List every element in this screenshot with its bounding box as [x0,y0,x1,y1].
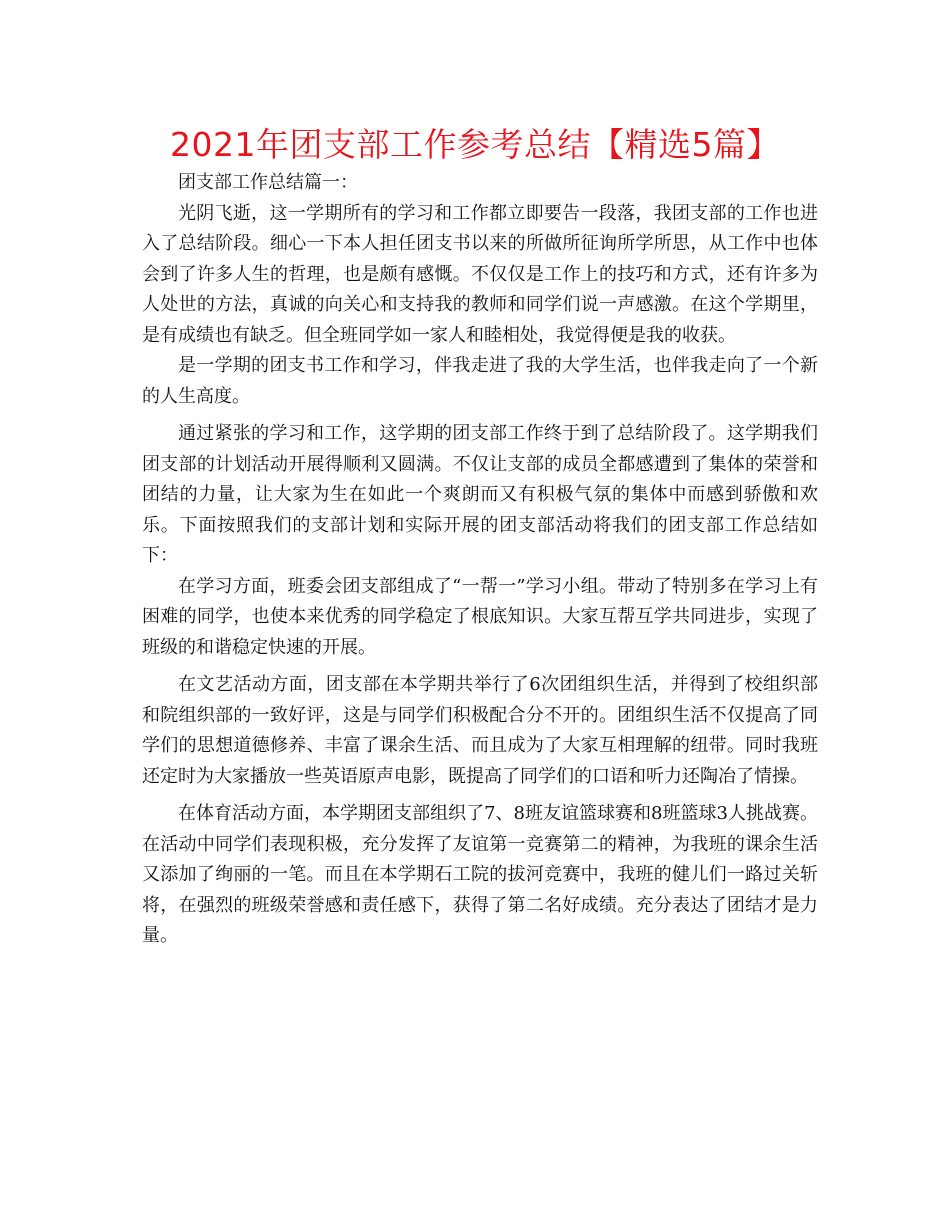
document-title: 2021年团支部工作参考总结【精选5篇】 [170,125,780,164]
paragraph-6: 在体育活动方面，本学期团支部组织了7、8班友谊篮球赛和8班篮球3人挑战赛。在活动中同学们表现积极，充分发挥了友谊第一竞赛第二的精神，为我班的课余生活又添加了绚丽的一笔。而且在本学期石工院的拔河竞赛中，我班的健儿们一路过关斩将，在强烈的班级荣誉感和责任感下，获得了第二名好成绩。充分表达了团结才是力量。 [142,803,818,946]
paragraph-3: 通过紧张的学习和工作，这学期的团支部工作终于到了总结阶段了。这学期我们团支部的计划活动开展得顺利又圆满。不仅让支部的成员全都感遭到了集体的荣誉和团结的力量，让大家为生在如此一个爽朗而又有积极气氛的集体中而感到骄傲和欢乐。下面按照我们的支部计划和实际开展的团支部活动将我们的团支部工作总结如下： [142,423,818,566]
paragraph-4: 在学习方面，班委会团支部组成了“一帮一”学习小组。带动了特别多在学习上有困难的同学，也使本来优秀的同学稳定了根底知识。大家互帮互学共同进步，实现了班级的和谐稳定快速的开展。 [142,575,818,658]
paragraph-1: 光阴飞逝，这一学期所有的学习和工作都立即要告一段落，我团支部的工作也进入了总结阶段。细心一下本人担任团支书以来的所做所征询所学所思，从工作中也体会到了许多人生的哲理，也是颇有感慨。不仅仅是工作上的技巧和方式，还有许多为人处世的方法，真诚的向关心和支持我的教师和同学们说一声感激。在这个学期里，是有成绩也有缺乏。但全班同学如一家人和睦相处，我觉得便是我的收获。 [142,202,818,346]
document-body [142,168,818,959]
section-heading: 团支部工作总结篇一： [178,172,358,193]
paragraph-2: 是一学期的团支书工作和学习，伴我走进了我的大学生活，也伴我走向了一个新的人生高度。 [142,355,818,407]
paragraph-5: 在文艺活动方面，团支部在本学期共举行了6次团组织生活，并得到了校组织部和院组织部的一致好评，这是与同学们积极配合分不开的。团组织生活不仅提高了同学们的思想道德修养、丰富了课余生活、而且成为了大家互相理解的纽带。同时我班还定时为大家播放一些英语原声电影，既提高了同学们的口语和听力还陶冶了情操。 [142,674,818,787]
